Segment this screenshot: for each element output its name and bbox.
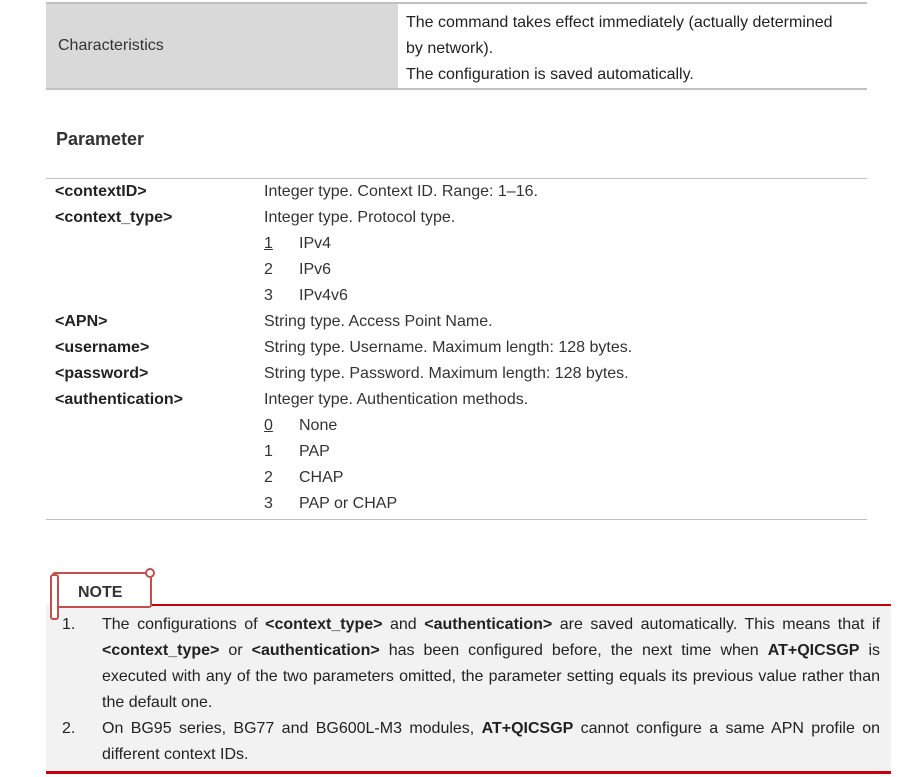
parameter-description — [264, 361, 867, 387]
characteristics-label: Characteristics — [46, 4, 398, 88]
parameter-description — [264, 205, 867, 309]
enum-label: PAP — [299, 443, 330, 460]
parameter-name: <context_type> — [55, 209, 173, 226]
note-item — [62, 716, 880, 768]
enum-default-value: 0 — [264, 417, 273, 434]
parameter-name: <contextID> — [55, 183, 147, 200]
note-list — [62, 612, 880, 768]
parameter-row — [46, 205, 867, 309]
parameter-row — [46, 179, 867, 205]
characteristics-table — [46, 2, 867, 90]
enum-value: 2 — [264, 261, 273, 278]
parameter-description-text: String type. Password. Maximum length: 128 bytes. — [264, 365, 629, 382]
enum-value: 1 — [264, 443, 273, 460]
parameter-heading: Parameter — [56, 129, 145, 149]
parameter-description-text: Integer type. Protocol type. — [264, 209, 456, 226]
characteristics-line: The command takes effect immediately (actually determined — [406, 14, 833, 31]
enum-option — [264, 231, 867, 257]
parameter-description-text: Integer type. Authentication methods. — [264, 391, 529, 408]
enum-label: None — [299, 417, 338, 434]
enum-option — [264, 257, 867, 283]
parameter-description-text: String type. Username. Maximum length: 128 bytes. — [264, 339, 633, 356]
enum-label: CHAP — [299, 469, 344, 486]
enum-value: 2 — [264, 469, 273, 486]
parameter-name: <password> — [55, 365, 149, 382]
parameter-description-text: Integer type. Context ID. Range: 1–16. — [264, 183, 538, 200]
parameter-row — [46, 335, 867, 361]
enum-default-value: 1 — [264, 235, 273, 252]
enum-option — [264, 439, 867, 465]
characteristics-line: by network). — [406, 40, 494, 57]
note-item-number: 2. — [62, 720, 76, 737]
enum-label: IPv4v6 — [299, 287, 348, 304]
enum-label: PAP or CHAP — [299, 495, 398, 512]
enum-option — [264, 413, 867, 439]
note-divider — [152, 604, 891, 606]
enum-value: 3 — [264, 495, 273, 512]
note-item-text: The configurations of <context_type> and <authentication> are saved automatically. This means that if <context_type> or <authentication> has been configured before, the next time when AT+QICSGP is executed with any of the two parameters omitted, the parameter setting equals its previous value rather than the default one. — [102, 616, 881, 711]
parameter-description — [264, 335, 867, 361]
enum-option — [264, 465, 867, 491]
parameter-row — [46, 387, 867, 517]
parameter-name: <username> — [55, 339, 150, 356]
note-item-number: 1. — [62, 616, 76, 633]
note-scroll-curl-icon — [145, 568, 155, 578]
enum-option — [264, 491, 867, 517]
enum-label: IPv4 — [299, 235, 332, 252]
characteristics-value — [398, 4, 867, 88]
parameter-description — [264, 309, 867, 335]
parameter-description-text: String type. Access Point Name. — [264, 313, 493, 330]
characteristics-line: The configuration is saved automatically. — [406, 66, 694, 83]
note-item-text: On BG95 series, BG77 and BG600L-M3 modules, AT+QICSGP cannot configure a same APN profile on different context IDs. — [102, 720, 880, 763]
parameter-row — [46, 361, 867, 387]
enum-label: IPv6 — [299, 261, 332, 278]
parameter-description — [264, 387, 867, 517]
parameter-name: <authentication> — [55, 391, 184, 408]
parameter-row — [46, 309, 867, 335]
note-label: NOTE — [78, 584, 123, 601]
note-item — [62, 612, 880, 716]
parameter-description — [264, 179, 867, 205]
parameter-table — [46, 178, 867, 520]
parameter-name: <APN> — [55, 313, 108, 330]
note-scroll-icon — [50, 574, 59, 620]
enum-option — [264, 283, 867, 309]
enum-value: 3 — [264, 287, 273, 304]
